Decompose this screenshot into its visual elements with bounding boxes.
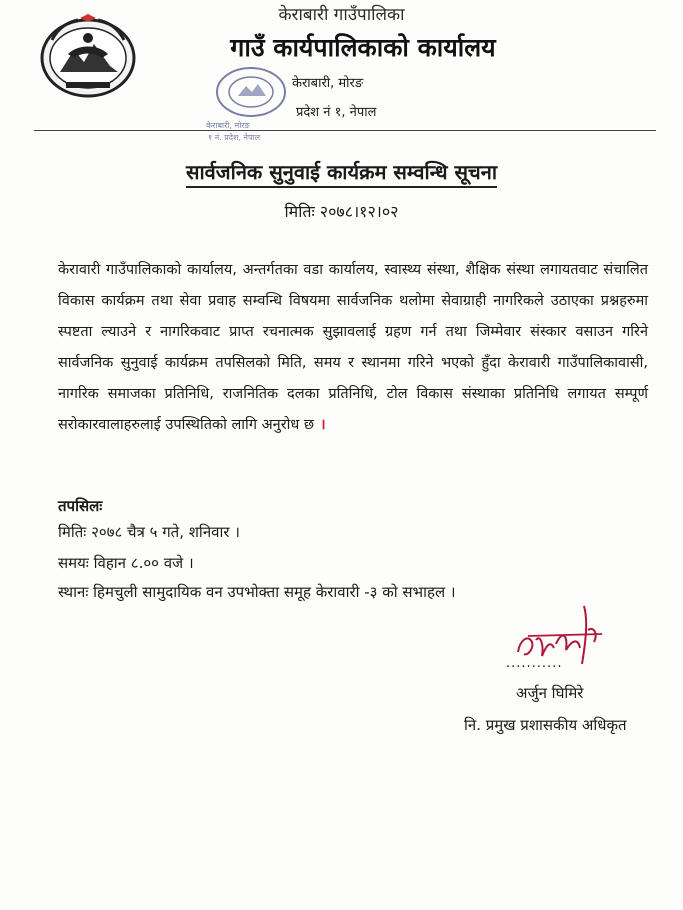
header-divider: [34, 130, 656, 131]
municipality-name: केराबारी गाउँपालिका: [278, 5, 405, 25]
svg-text:१ नं. प्रदेश, नेपाल: १ नं. प्रदेश, नेपाल: [208, 133, 261, 142]
office-stamp-icon: [196, 62, 306, 144]
signer-name: अर्जुन घिमिरे: [516, 684, 584, 702]
notice-end-mark: ।: [320, 417, 326, 433]
office-name: गाउँ कार्यपालिकाको कार्यालय: [230, 33, 496, 62]
notice-date: मितिः २०७८।१२।०२: [284, 202, 399, 221]
notice-body: [58, 255, 648, 441]
nepal-emblem-icon: [38, 14, 138, 98]
details-heading: तपसिलः: [58, 497, 103, 515]
signer-title: नि. प्रमुख प्रशासकीय अधिकृत: [464, 716, 627, 734]
address-line-2: प्रदेश नं १, नेपाल: [296, 105, 377, 120]
svg-text:केराबारी, मोरङ: केराबारी, मोरङ: [206, 121, 250, 130]
detail-place: स्थानः हिमचुली सामुदायिक वन उपभोक्ता समूह केरावारी -३ को सभाहल ।: [58, 583, 456, 601]
detail-date: मितिः २०७८ चैत्र ५ गते, शनिवार ।: [58, 523, 240, 541]
detail-time: समयः विहान ८.०० वजे ।: [58, 554, 194, 572]
notice-title: [0, 158, 683, 185]
notice-title-text: सार्वजनिक सुनुवाई कार्यक्रम सम्वन्धि सूचना: [186, 160, 497, 188]
notice-body-text: केरावारी गाउँपालिकाको कार्यालय, अन्तर्गतका वडा कार्यालय, स्वास्थ्य संस्था, शैक्षिक संस्था लगायतवाट संचालित विकास कार्यक्रम तथा सेवा प्रवाह सम्वन्धि विषयमा सार्वजनिक थलोमा सेवाग्राही नागरिकले उठाएका प्रश्नहरुमा स्पष्टता ल्याउने र नागरिकवाट प्राप्त रचनात्मक सुझावलाई ग्रहण गर्न तथा जिम्मेवार संस्कार वसाउन गरिने सार्वजनिक सुनुवाई कार्यक्रम तपसिलको मिति, समय र स्थानमा गरिने भएको हुँदा केरावारी गाउँपालिकावासी, नागरिक समाजका प्रतिनिधि, राजनितिक दलका प्रतिनिधि, टोल विकास संस्थाका प्रतिनिधि लगायत सम्पूर्ण सरोकारवालाहरुलाई उपस्थितिको लागि अनुरोध छ: [58, 262, 648, 433]
signature-dots: ...........: [506, 656, 563, 671]
address-line-1: केराबारी, मोरङ: [292, 76, 364, 91]
